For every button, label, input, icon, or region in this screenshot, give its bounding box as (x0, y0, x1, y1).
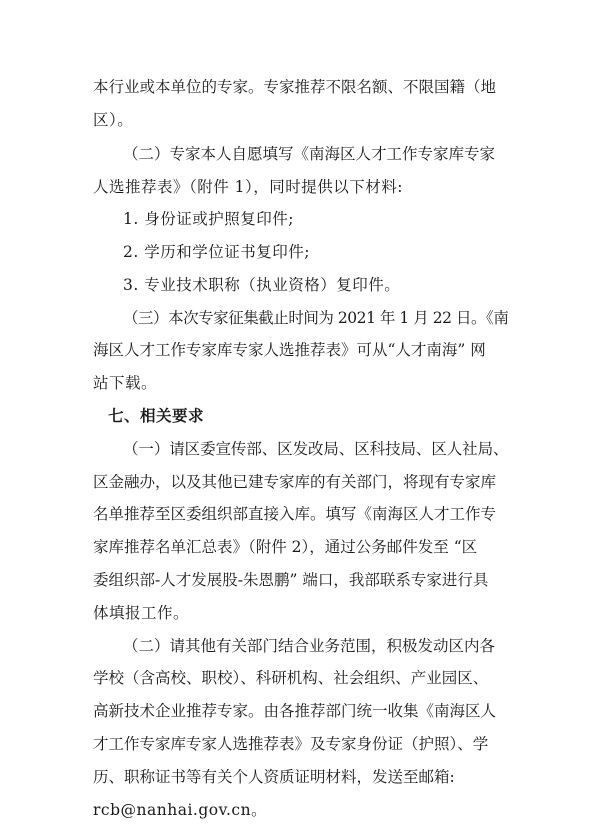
paragraph-line: 区金融办，以及其他已建专家库的有关部门，将现有专家库 (93, 473, 497, 491)
list-item: 3. 专业技术职称（执业资格）复印件。 (123, 276, 401, 294)
list-item: 2. 学历和学位证书复印件; (123, 243, 310, 261)
paragraph-line: 海区人才工作专家库专家人选推荐表》可从“人才南海” 网 (93, 341, 486, 359)
paragraph-line: 委组织部-人才发展股-朱恩鹏” 端口，我部联系专家进行具 (93, 571, 489, 589)
paragraph-line: 家库推荐名单汇总表》（附件 2），通过公务邮件发至 “区 (93, 538, 478, 556)
email-address: rcb@nanhai.gov.cn。 (93, 801, 268, 819)
paragraph-line: （二）专家本人自愿填写《南海区人才工作专家库专家 (123, 145, 496, 163)
paragraph-line: 高新技术企业推荐专家。由各推荐部门统一收集《南海区人 (93, 702, 497, 720)
paragraph-line: 历、职称证书等有关个人资质证明材料，发送至邮箱: (93, 768, 455, 786)
paragraph-line: （三）本次专家征集截止时间为 2021 年 1 月 22 日。《南 (123, 309, 509, 327)
paragraph-line: 名单推荐至区委组织部直接入库。填写《南海区人才工作专 (93, 505, 497, 523)
paragraph-line: 体填报工作。 (93, 604, 190, 622)
paragraph-line: 区）。 (93, 111, 134, 129)
section-heading: 七、相关要求 (108, 407, 205, 425)
paragraph-line: 本行业或本单位的专家。专家推荐不限名额、不限国籍（地 (93, 78, 497, 96)
list-item: 1. 身份证或护照复印件; (123, 210, 294, 228)
paragraph-line: （二）请其他有关部门结合业务范围，积极发动区内各 (123, 637, 496, 655)
paragraph-line: （一）请区委宣传部、区发改局、区科技局、区人社局、 (123, 440, 509, 458)
paragraph-line: 才工作专家库专家人选推荐表》及专家身份证（护照）、学 (93, 735, 489, 753)
paragraph-line: 人选推荐表》（附件 1），同时提供以下材料: (93, 178, 404, 196)
paragraph-line: 站下载。 (93, 374, 158, 392)
paragraph-line: 学校（含高校、职校）、科研机构、社会组织、产业园区、 (93, 669, 489, 687)
